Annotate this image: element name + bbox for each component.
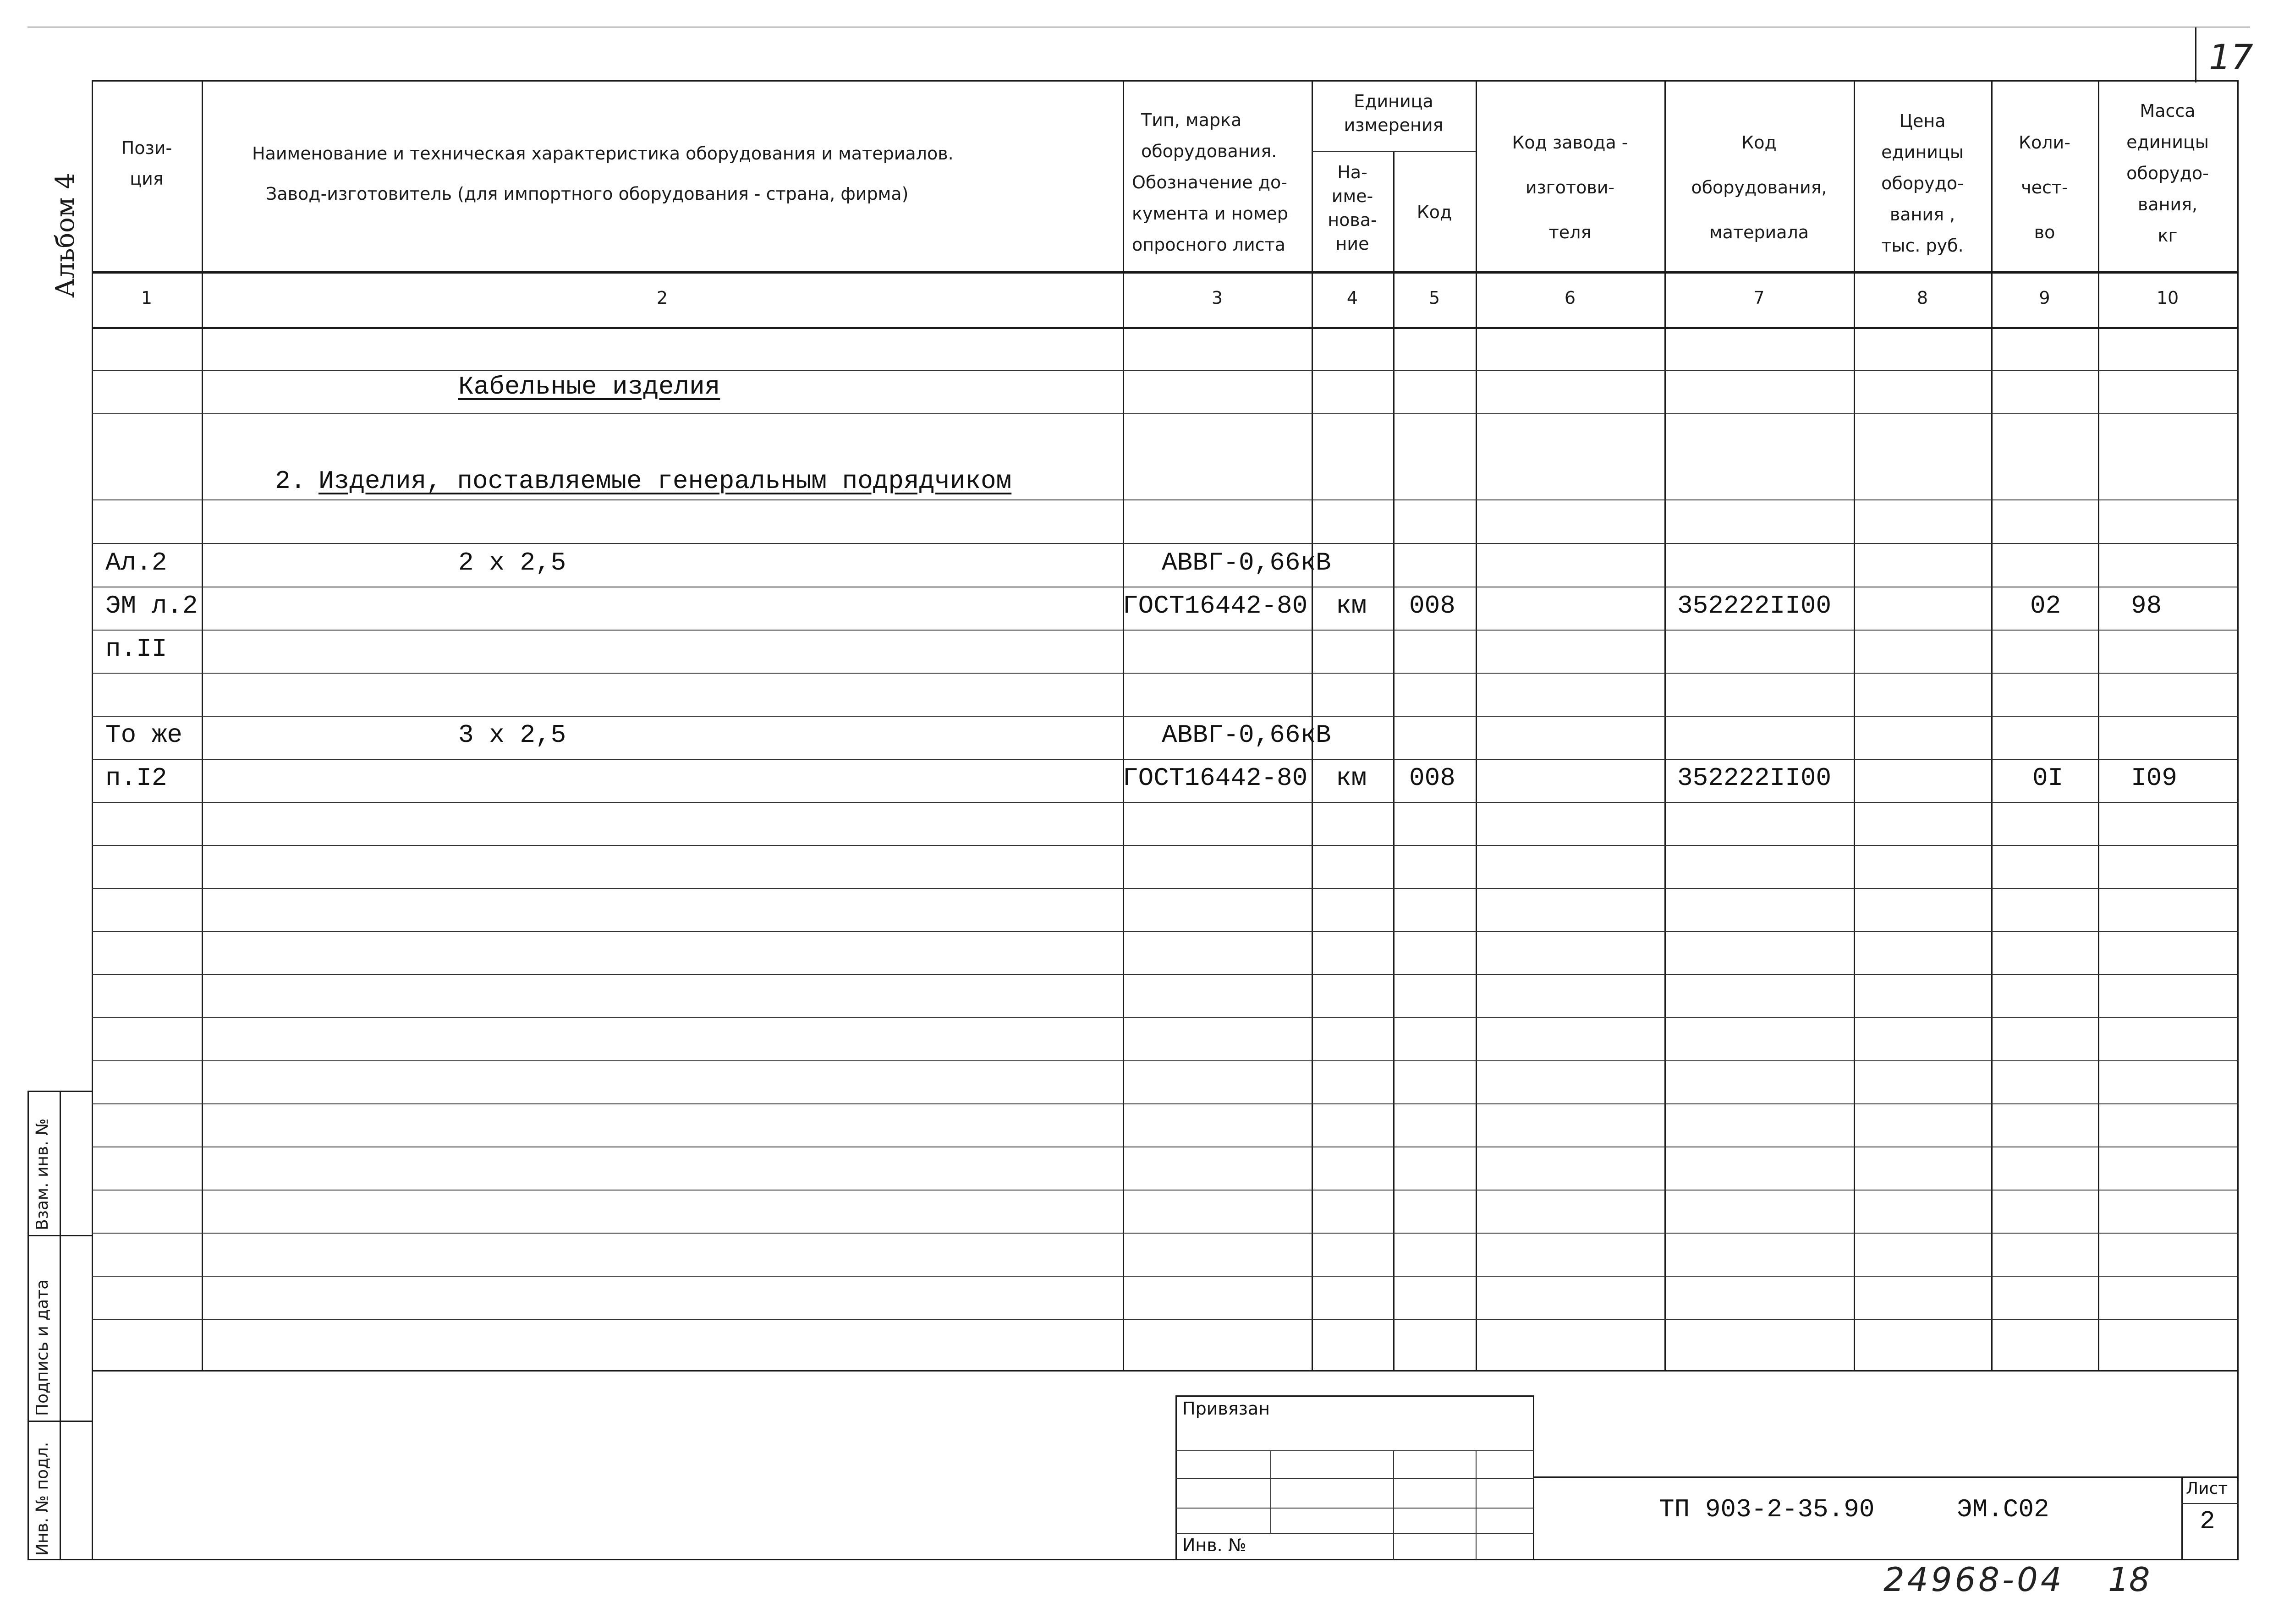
header-position bbox=[92, 133, 202, 194]
header-unit-name-line4: ние bbox=[1335, 234, 1369, 254]
row-line bbox=[92, 543, 2239, 544]
row-line bbox=[92, 1060, 2239, 1061]
row2-mass: 98 bbox=[2131, 591, 2162, 620]
side-stamp-podpis: Подпись и дата bbox=[33, 1279, 52, 1416]
privyazan-top bbox=[1175, 1395, 1534, 1397]
row-line bbox=[92, 1190, 2239, 1191]
row2-equip-code: 352222II00 bbox=[1677, 591, 1832, 620]
side-stamp-inv: Инв. № подл. bbox=[33, 1442, 52, 1556]
row-line bbox=[92, 931, 2239, 932]
row-line bbox=[92, 1319, 2239, 1320]
row-line bbox=[92, 888, 2239, 889]
header-qty-line2: чест- bbox=[2021, 177, 2068, 198]
header-type-line4: кумента и номер bbox=[1132, 203, 1288, 224]
archive-page: 18 bbox=[2108, 1560, 2150, 1599]
side-stamp-divider bbox=[27, 1421, 93, 1422]
col-divider-5-6 bbox=[1476, 80, 1477, 1372]
header-unit-code: Код bbox=[1417, 202, 1452, 222]
row1-type: АВВГ-0,66кВ bbox=[1162, 548, 1331, 577]
privyazan-col bbox=[1270, 1450, 1271, 1533]
column-number: 2 bbox=[656, 288, 668, 308]
subsection-title: Изделия, поставляемые генеральным подрядчиком bbox=[318, 466, 1012, 496]
header-unit-title-line1: Единица bbox=[1354, 91, 1433, 111]
row2-type: ГОСТ16442-80 bbox=[1123, 591, 1308, 620]
row-line bbox=[92, 673, 2239, 674]
row3-position: п.II bbox=[105, 634, 167, 664]
section-title: Кабельные изделия bbox=[458, 372, 720, 401]
row1-position: Ал.2 bbox=[105, 548, 167, 577]
privyazan-line bbox=[1175, 1478, 1534, 1479]
header-price bbox=[1854, 105, 1991, 261]
header-qty-line3: во bbox=[2034, 222, 2055, 242]
row2-position: ЭМ л.2 bbox=[105, 591, 198, 620]
doc-code: ТП 903-2-35.90 bbox=[1659, 1495, 1875, 1524]
column-number: 3 bbox=[1211, 288, 1223, 308]
row-line bbox=[92, 1233, 2239, 1234]
row1-name: 2 x 2,5 bbox=[458, 548, 566, 577]
row4-type: АВВГ-0,66кВ bbox=[1162, 720, 1331, 750]
header-price-line2: единицы bbox=[1881, 142, 1964, 162]
header-name-line2: Завод-изготовитель (для импортного оборудования - страна, фирма) bbox=[266, 184, 909, 204]
header-type-line1: Тип, марка bbox=[1141, 110, 1242, 130]
header-mass-line5: кг bbox=[2158, 225, 2178, 246]
header-price-line1: Цена bbox=[1899, 111, 1946, 131]
album-label: Альбом 4 bbox=[50, 173, 80, 298]
col-divider-8-9 bbox=[1991, 80, 1993, 1372]
sheet-box-left bbox=[2181, 1476, 2183, 1559]
col-divider-4-5 bbox=[1393, 151, 1395, 1372]
side-stamp-divider bbox=[27, 1235, 93, 1236]
header-mass-line3: оборудо- bbox=[2126, 163, 2209, 183]
unit-subheader-line bbox=[1312, 151, 1476, 152]
header-mass bbox=[2098, 95, 2237, 251]
row4-position: То же bbox=[105, 720, 183, 750]
header-type bbox=[1132, 104, 1311, 260]
column-number: 4 bbox=[1346, 288, 1358, 308]
row5-mass: I09 bbox=[2131, 763, 2177, 793]
header-unit-name-line3: нова- bbox=[1328, 210, 1377, 230]
table-bottom-line bbox=[92, 1370, 2239, 1372]
row2-unit: км bbox=[1336, 591, 1367, 620]
header-equip-code-line3: материала bbox=[1709, 222, 1809, 242]
column-number: 10 bbox=[2156, 288, 2179, 308]
header-plant-code-line3: теля bbox=[1548, 222, 1592, 242]
column-number: 7 bbox=[1753, 288, 1765, 308]
row-line bbox=[92, 716, 2239, 717]
sheet-box-divider bbox=[2181, 1503, 2239, 1504]
row-line bbox=[92, 413, 2239, 414]
header-price-line5: тыс. руб. bbox=[1881, 236, 1964, 256]
row-line bbox=[92, 974, 2239, 975]
header-name-line1: Наименование и техническая характеристика оборудования и материалов. bbox=[252, 143, 954, 164]
row-line bbox=[92, 1017, 2239, 1018]
header-plant-code bbox=[1476, 120, 1664, 255]
privyazan-line bbox=[1175, 1533, 1534, 1534]
column-number: 9 bbox=[2039, 288, 2050, 308]
header-type-line5: опросного листа bbox=[1132, 235, 1286, 255]
header-equip-code-line2: оборудования, bbox=[1691, 177, 1827, 198]
row-line bbox=[92, 1276, 2239, 1277]
column-number: 6 bbox=[1564, 288, 1576, 308]
header-plant-code-line2: изготови- bbox=[1525, 177, 1615, 198]
row5-qty: 0I bbox=[2032, 763, 2064, 793]
row-line bbox=[92, 630, 2239, 631]
archive-number: 24968-04 bbox=[1883, 1560, 2064, 1599]
header-position-line2: ция bbox=[130, 168, 164, 189]
header-price-line4: вания , bbox=[1889, 204, 1955, 225]
row5-type: ГОСТ16442-80 bbox=[1123, 763, 1308, 793]
row-line bbox=[92, 802, 2239, 803]
header-equip-code bbox=[1664, 120, 1854, 255]
side-stamp-left-border bbox=[27, 1091, 29, 1560]
sheet-number: 2 bbox=[2200, 1507, 2215, 1536]
row5-unit-code: 008 bbox=[1409, 763, 1455, 793]
header-mass-line2: единицы bbox=[2126, 132, 2209, 152]
page-number: 17 bbox=[2209, 37, 2253, 77]
column-number: 1 bbox=[141, 288, 153, 308]
side-stamp-mid-line bbox=[60, 1091, 61, 1560]
privyazan-line bbox=[1175, 1450, 1534, 1451]
header-unit-name-line2: име- bbox=[1331, 186, 1373, 206]
page-number-divider bbox=[2195, 27, 2196, 82]
col-divider-1-2 bbox=[202, 80, 203, 1372]
row-line bbox=[92, 1103, 2239, 1104]
header-unit-title bbox=[1312, 89, 1476, 137]
col-divider-6-7 bbox=[1664, 80, 1666, 1372]
column-number: 5 bbox=[1428, 288, 1440, 308]
row5-position: п.I2 bbox=[105, 763, 167, 793]
privyazan-col bbox=[1393, 1450, 1394, 1560]
row-line bbox=[92, 845, 2239, 846]
privyazan-label: Привязан bbox=[1182, 1399, 1270, 1419]
row5-equip-code: 352222II00 bbox=[1677, 763, 1832, 793]
doc-mark: ЭМ.С02 bbox=[1957, 1495, 2049, 1524]
colnum-bottom-line bbox=[92, 327, 2239, 329]
header-type-line3: Обозначение до- bbox=[1132, 172, 1287, 192]
row-line bbox=[92, 370, 2239, 371]
header-bottom-line bbox=[92, 271, 2239, 274]
doc-code-top bbox=[1533, 1476, 2239, 1478]
header-plant-code-line1: Код завода - bbox=[1512, 132, 1628, 153]
row2-qty: 02 bbox=[2030, 591, 2061, 620]
frame-right-border bbox=[2237, 80, 2239, 1560]
row4-name: 3 x 2,5 bbox=[458, 720, 566, 750]
header-unit-title-line2: измерения bbox=[1344, 115, 1444, 135]
header-mass-line4: вания, bbox=[2137, 194, 2198, 214]
column-number: 8 bbox=[1916, 288, 1928, 308]
row5-unit: км bbox=[1336, 763, 1367, 793]
privyazan-line bbox=[1175, 1508, 1534, 1509]
side-stamp-vzam: Взам. инв. № bbox=[33, 1118, 52, 1230]
col-divider-2-3 bbox=[1123, 80, 1124, 1372]
row-line bbox=[92, 499, 2239, 500]
header-qty-line1: Коли- bbox=[2019, 132, 2070, 153]
header-equip-code-line1: Код bbox=[1741, 132, 1777, 153]
subsection-prefix: 2. bbox=[275, 466, 306, 496]
sheet-label: Лист bbox=[2186, 1479, 2228, 1498]
col-divider-9-10 bbox=[2098, 80, 2099, 1372]
header-position-line1: Пози- bbox=[121, 138, 172, 158]
header-unit-name bbox=[1312, 160, 1393, 256]
header-name bbox=[252, 128, 1114, 209]
inv-no-label: Инв. № bbox=[1182, 1535, 1246, 1555]
col-divider-7-8 bbox=[1854, 80, 1855, 1372]
row-line bbox=[92, 759, 2239, 760]
header-unit-name-line1: На- bbox=[1337, 162, 1367, 182]
header-mass-line1: Масса bbox=[2140, 101, 2196, 121]
privyazan-col bbox=[1476, 1450, 1477, 1560]
header-type-line2: оборудования. bbox=[1141, 141, 1277, 161]
header-qty bbox=[1991, 120, 2098, 255]
header-price-line3: оборудо- bbox=[1881, 173, 1964, 193]
side-stamp-top bbox=[27, 1091, 93, 1092]
table-top-border bbox=[92, 80, 2239, 82]
row2-unit-code: 008 bbox=[1409, 591, 1455, 620]
